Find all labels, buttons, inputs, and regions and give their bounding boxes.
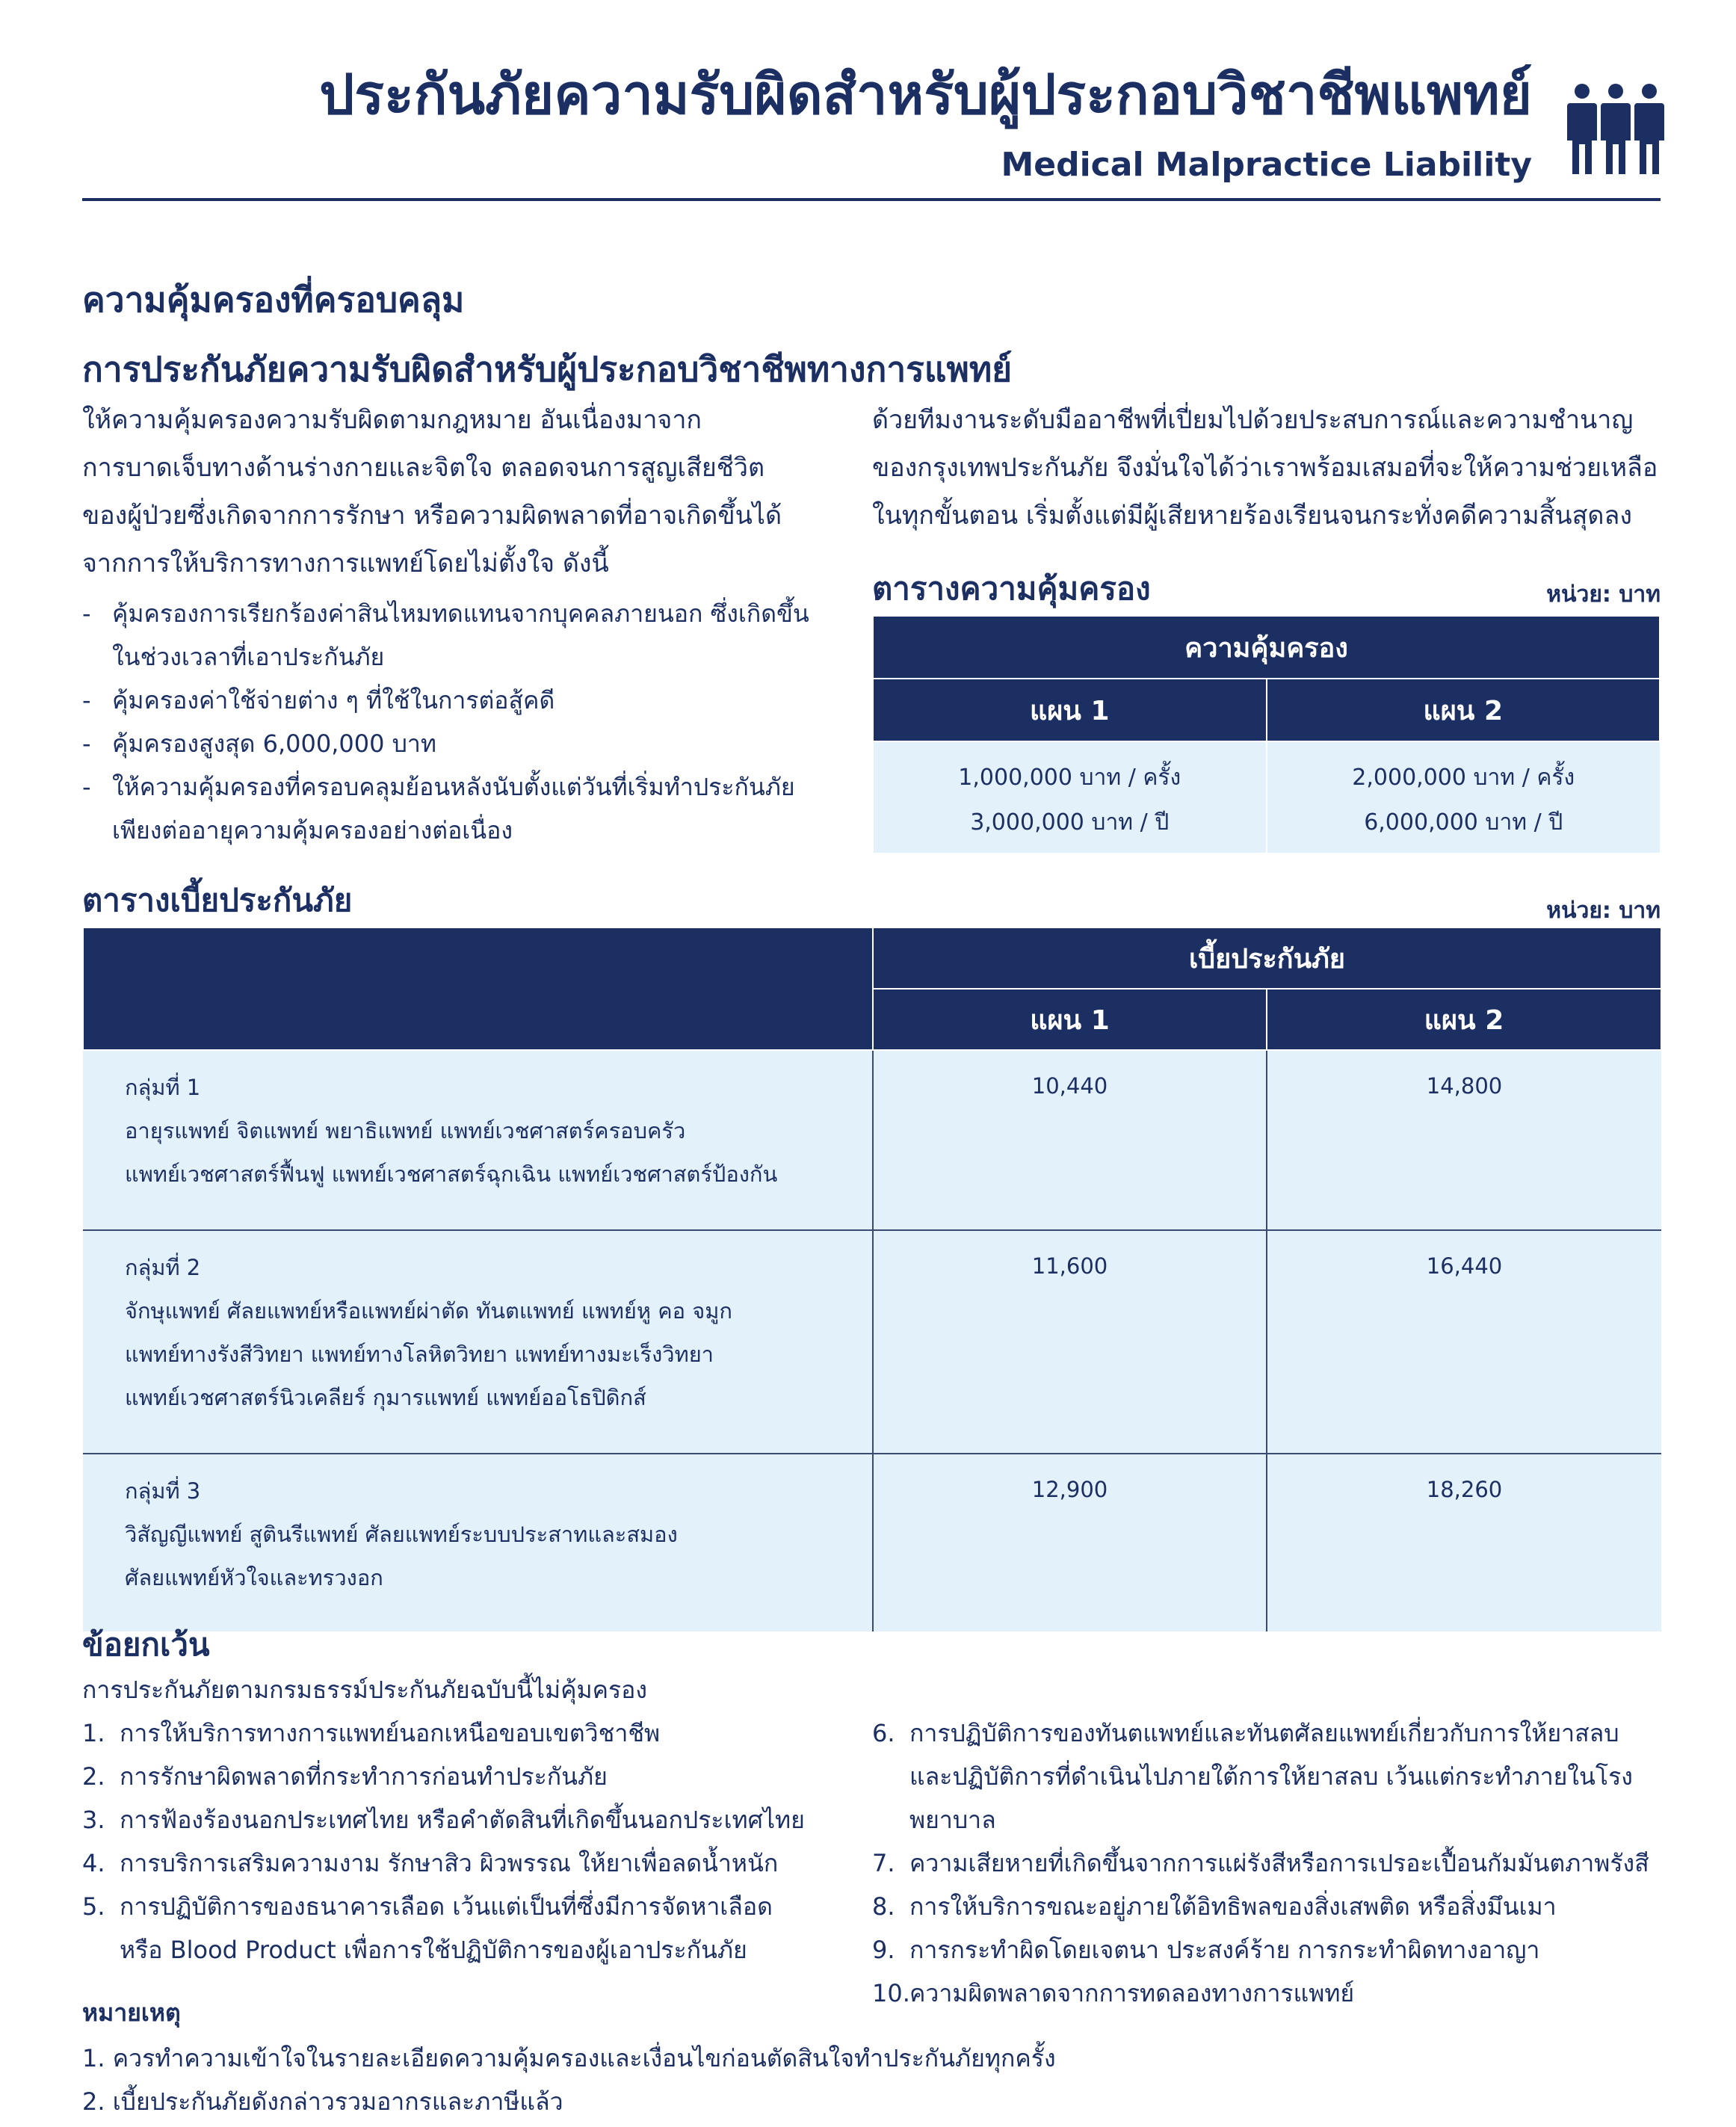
note-item: 1. ควรทำความเข้าใจในรายละเอียดความคุ้มครองและเงื่อนไขก่อนตัดสินใจทำประกันภัยทุกครั้ง (82, 2044, 1056, 2072)
table-row (83, 1050, 1661, 1230)
bullet-item (82, 722, 859, 765)
premium-plan1-value: 11,600 (873, 1230, 1267, 1454)
right-line: ด้วยทีมงานระดับมืออาชีพที่เปี่ยมไปด้วยประสบการณ์และความชำนาญ (872, 405, 1634, 435)
coverage-plan2-cell (1267, 741, 1661, 853)
list-item (82, 1755, 859, 1798)
group-label: กลุ่มที่ 1 (125, 1075, 201, 1100)
list-line: การฟ้องร้องนอกประเทศไทย หรือคำตัดสินที่เกิดขึ้นนอกประเทศไทย (120, 1806, 805, 1834)
group-cell (83, 1454, 873, 1631)
page-subtitle: Medical Malpractice Liability (1001, 146, 1532, 184)
bullet-line: ให้ความคุ้มครองที่ครอบคลุมย้อนหลังนับตั้งแต่วันที่เริ่มทำประกันภัย (112, 773, 795, 801)
note-item: 2. เบี้ยประกันภัยดังกล่าวรวมอากรและภาษีแล้ว (82, 2087, 563, 2116)
exclusions-right-list (872, 1711, 1675, 2015)
list-number: 6. (872, 1719, 895, 1747)
list-number: 2. (82, 1762, 105, 1791)
list-line: การปฏิบัติการของธนาคารเลือด เว้นแต่เป็นที่ซึ่งมีการจัดหาเลือด (120, 1892, 773, 1921)
premium-plan1-value: 12,900 (873, 1454, 1267, 1631)
coverage-intro (82, 396, 837, 587)
premium-table-unit: หน่วย: บาท (1546, 898, 1661, 924)
premium-blank-header (83, 927, 873, 1050)
coverage-heading: ความคุ้มครองที่ครอบคลุม (82, 280, 465, 320)
list-number: 4. (82, 1849, 105, 1877)
coverage-plan1-header: แผน 1 (873, 679, 1267, 741)
list-number: 7. (872, 1849, 895, 1877)
group-label: กลุ่มที่ 3 (125, 1478, 201, 1504)
coverage-value: 2,000,000 บาท / ครั้ง (1352, 765, 1575, 791)
coverage-subheading: การประกันภัยความรับผิดสำหรับผู้ประกอบวิชาชีพทางการแพทย์ (82, 349, 1013, 389)
exclusions-title: ข้อยกเว้น (82, 1626, 210, 1663)
group-line: แพทย์เวชศาสตร์ฟื้นฟู แพทย์เวชศาสตร์ฉุกเฉิน แพทย์เวชศาสตร์ป้องกัน (125, 1161, 778, 1187)
list-number: 1. (82, 1719, 105, 1747)
list-line: ความผิดพลาดจากการทดลองทางการแพทย์ (909, 1979, 1355, 2007)
bullet-line: ในช่วงเวลาที่เอาประกันภัย (112, 643, 385, 671)
list-item (872, 1842, 1675, 1885)
list-number: 8. (872, 1892, 895, 1921)
list-line: การบริการเสริมความงาม รักษาสิว ผิวพรรณ ให้ยาเพื่อลดน้ำหนัก (120, 1849, 779, 1877)
list-item (872, 1885, 1675, 1928)
list-line: หรือ Blood Product เพื่อการใช้ปฏิบัติการของผู้เอาประกันภัย (120, 1936, 747, 1964)
group-line: แพทย์ทางรังสีวิทยา แพทย์ทางโลหิตวิทยา แพทย์ทางมะเร็งวิทยา (125, 1342, 714, 1367)
bullet-dash: - (82, 729, 91, 758)
list-line: และปฏิบัติการที่ดำเนินไปภายใต้การให้ยาสลบ เว้นแต่กระทำภายในโรงพยาบาล (909, 1762, 1633, 1834)
exclusions-left-list (82, 1711, 859, 1972)
list-item (82, 1885, 859, 1972)
bullet-line: คุ้มครองสูงสุด 6,000,000 บาท (112, 729, 436, 758)
coverage-right-text (872, 396, 1664, 540)
bullet-item (82, 679, 859, 722)
premium-table-header: เบี้ยประกันภัย (873, 927, 1661, 989)
premium-plan1-value: 10,440 (873, 1050, 1267, 1230)
group-label: กลุ่มที่ 2 (125, 1255, 201, 1280)
group-line: ศัลยแพทย์หัวใจและทรวงอก (125, 1565, 383, 1590)
premium-table-title: ตารางเบี้ยประกันภัย (82, 882, 353, 919)
bullet-line: คุ้มครองการเรียกร้องค่าสินไหมทดแทนจากบุคคลภายนอก ซึ่งเกิดขึ้น (112, 599, 809, 628)
list-item (872, 1711, 1675, 1842)
people-icon (1566, 82, 1667, 176)
list-item (872, 1928, 1675, 1972)
group-line: อายุรแพทย์ จิตแพทย์ พยาธิแพทย์ แพทย์เวชศาสตร์ครอบครัว (125, 1118, 686, 1143)
premium-plan2-header: แผน 2 (1267, 989, 1661, 1050)
premium-plan2-value: 18,260 (1267, 1454, 1661, 1631)
premium-plan1-header: แผน 1 (873, 989, 1267, 1050)
coverage-plan2-header: แผน 2 (1267, 679, 1661, 741)
group-line: วิสัญญีแพทย์ สูตินรีแพทย์ ศัลยแพทย์ระบบประสาทและสมอง (125, 1522, 678, 1547)
group-line: จักษุแพทย์ ศัลยแพทย์หรือแพทย์ผ่าตัด ทันตแพทย์ แพทย์หู คอ จมูก (125, 1298, 732, 1324)
coverage-bullets (82, 592, 859, 852)
bullet-dash: - (82, 599, 91, 628)
right-line: ในทุกขั้นตอน เริ่มตั้งแต่มีผู้เสียหายร้องเรียนจนกระทั่งคดีความสิ้นสุดลง (872, 501, 1632, 531)
notes-list (82, 2037, 1652, 2123)
list-number: 5. (82, 1892, 105, 1921)
bullet-line: เพียงต่ออายุความคุ้มครองอย่างต่อเนื่อง (112, 816, 513, 845)
intro-line: ของผู้ป่วยซึ่งเกิดจากการรักษา หรือความผิดพลาดที่อาจเกิดขึ้นได้ (82, 501, 782, 531)
group-cell (83, 1230, 873, 1454)
coverage-plan1-cell (873, 741, 1267, 853)
list-item (82, 1842, 859, 1885)
premium-plan2-value: 16,440 (1267, 1230, 1661, 1454)
list-number: 10. (872, 1979, 910, 2007)
intro-line: จากการให้บริการทางการแพทย์โดยไม่ตั้งใจ ดังนี้ (82, 549, 609, 578)
premium-table (82, 927, 1662, 1631)
group-line: แพทย์เวชศาสตร์นิวเคลียร์ กุมารแพทย์ แพทย์ออโธปิดิกส์ (125, 1385, 646, 1410)
list-number: 3. (82, 1806, 105, 1834)
intro-line: ให้ความคุ้มครองความรับผิดตามกฎหมาย อันเนื่องมาจาก (82, 405, 702, 435)
bullet-dash: - (82, 773, 91, 801)
exclusions-intro: การประกันภัยตามกรมธรรม์ประกันภัยฉบับนี้ไม่คุ้มครอง (82, 1676, 648, 1704)
coverage-table (872, 615, 1661, 853)
list-item (82, 1798, 859, 1842)
list-line: การให้บริการทางการแพทย์นอกเหนือขอบเขตวิชาชีพ (120, 1719, 661, 1747)
right-line: ของกรุงเทพประกันภัย จึงมั่นใจได้ว่าเราพร้อมเสมอที่จะให้ความช่วยเหลือ (872, 453, 1658, 483)
premium-plan2-value: 14,800 (1267, 1050, 1661, 1230)
list-item (872, 1972, 1675, 2015)
list-number: 9. (872, 1936, 895, 1964)
intro-line: การบาดเจ็บทางด้านร่างกายและจิตใจ ตลอดจนการสูญเสียชีวิต (82, 453, 765, 483)
coverage-value: 3,000,000 บาท / ปี (970, 809, 1170, 836)
list-line: การปฏิบัติการของทันตแพทย์และทันตศัลยแพทย์เกี่ยวกับการให้ยาสลบ (909, 1719, 1619, 1747)
coverage-value: 1,000,000 บาท / ครั้ง (958, 765, 1181, 791)
table-row (83, 1454, 1661, 1631)
group-cell (83, 1050, 873, 1230)
list-line: การรักษาผิดพลาดที่กระทำการก่อนทำประกันภัย (120, 1762, 608, 1791)
list-line: การกระทำผิดโดยเจตนา ประสงค์ร้าย การกระทำผิดทางอาญา (909, 1936, 1540, 1964)
page-title: ประกันภัยความรับผิดสำหรับผู้ประกอบวิชาชีพแพทย์ (319, 63, 1532, 127)
list-item (82, 1711, 859, 1755)
coverage-value: 6,000,000 บาท / ปี (1364, 809, 1563, 836)
bullet-dash: - (82, 686, 91, 714)
header-divider (82, 198, 1661, 201)
notes-title: หมายเหตุ (82, 1998, 181, 2027)
bullet-item (82, 592, 859, 679)
table-row (83, 1230, 1661, 1454)
list-line: ความเสียหายที่เกิดขึ้นจากการแผ่รังสีหรือการเปรอะเปื้อนกัมมันตภาพรังสี (909, 1849, 1649, 1877)
coverage-table-header: ความคุ้มครอง (873, 616, 1660, 679)
coverage-table-unit: หน่วย: บาท (1546, 581, 1661, 608)
coverage-table-title: ตารางความคุ้มครอง (872, 570, 1151, 607)
list-line: การให้บริการขณะอยู่ภายใต้อิทธิพลของสิ่งเสพติด หรือสิ่งมึนเมา (909, 1892, 1557, 1921)
bullet-item (82, 765, 859, 852)
bullet-line: คุ้มครองค่าใช้จ่ายต่าง ๆ ที่ใช้ในการต่อสู้คดี (112, 686, 555, 714)
